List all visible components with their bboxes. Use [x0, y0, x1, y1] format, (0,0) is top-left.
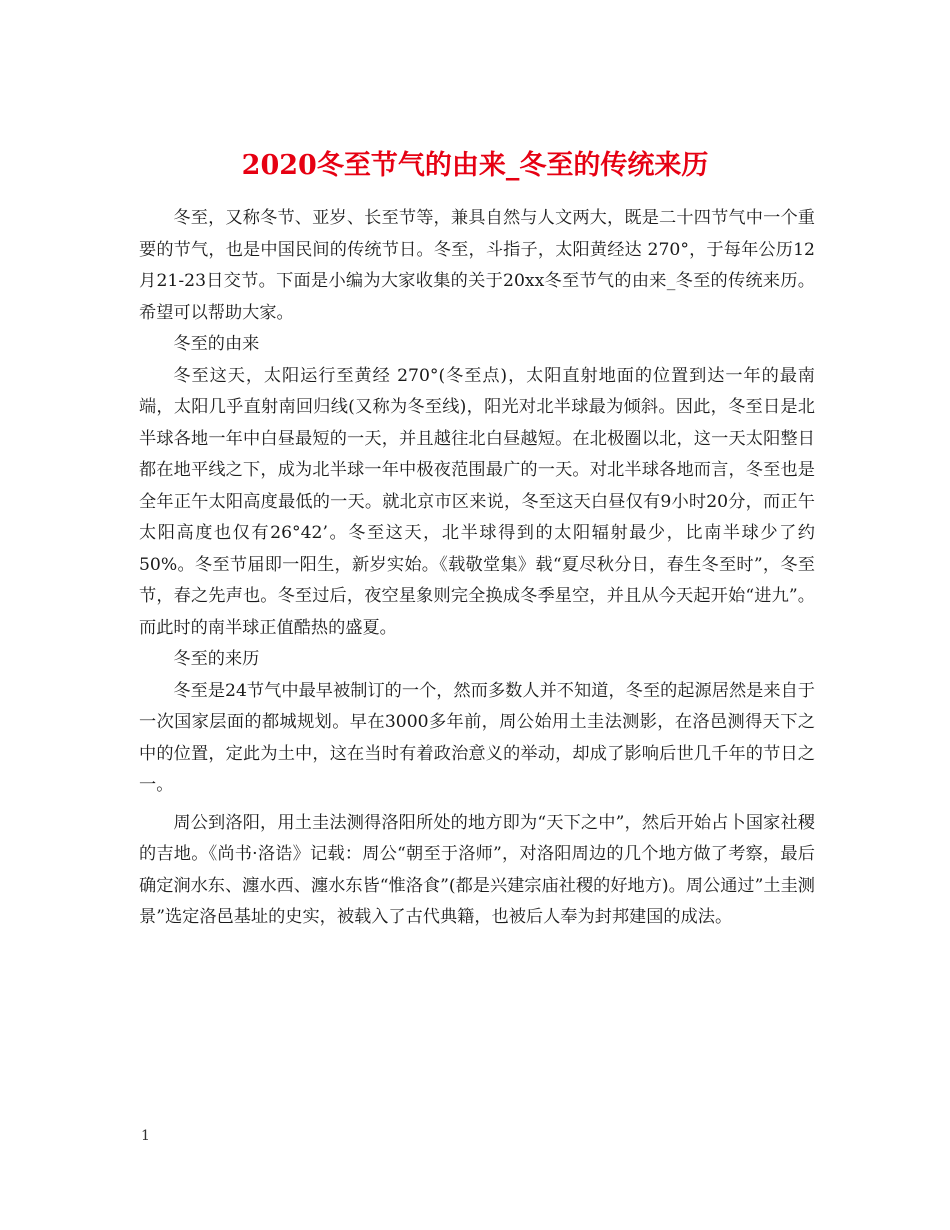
section-heading-origin: 冬至的由来 — [173, 334, 260, 354]
history-paragraph-2: 周公到洛阳，用土圭法测得洛阳所处的地方即为“天下之中”，然后开始占卜国家社稷的吉地。《尚书·洛诰》记载：周公“朝至于洛师”，对洛阳周边的几个地方做了考察，最后确定涧水东、瀍水西、瀍水东皆“惟洛食”(都是兴建宗庙社稷的好地方)。周公通过”土圭测景”选定洛邑基址的史实，被载入了古代典籍，也被后人奉为封邦建国的成法。 — [139, 812, 815, 927]
history-paragraph-1: 冬至是24节气中最早被制订的一个，然而多数人并不知道，冬至的起源居然是来自于一次国家层面的都城规划。早在3000多年前，周公始用土圭法测影，在洛邑测得天下之中的位置，定此为土中，这在当时有着政治意义的举动，却成了影响后世几千年的节日之一。 — [139, 680, 815, 795]
origin-paragraph: 冬至这天，太阳运行至黄经 270°(冬至点)，太阳直射地面的位置到达一年的最南端，太阳几乎直射南回归线(又称为冬至线)，阳光对北半球最为倾斜。因此，冬至日是北半球各地一年中白昼最短的一天，并且越往北白昼越短。在北极圈以北，这一天太阳整日都在地平线之下，成为北半球一年中极夜范围最广的一天。对北半球各地而言，冬至也是全年正午太阳高度最低的一天。就北京市区来说，冬至这天白昼仅有9小时20分，而正午太阳高度也仅有26°42’。冬至这天，北半球得到的太阳辐射最少，比南半球少了约50%。冬至节届即一阳生，新岁实始。《载敬堂集》载“夏尽秋分日，春生冬至时”，冬至节，春之先声也。冬至过后，夜空星象则完全换成冬季星空，并且从今天起开始“进九”。而此时的南半球正值酷热的盛夏。 — [139, 365, 815, 638]
document-body — [139, 203, 815, 934]
document-title: 2020冬至节气的由来_冬至的传统来历 — [241, 150, 709, 182]
section-heading-history: 冬至的来历 — [173, 649, 260, 669]
intro-paragraph: 冬至，又称冬节、亚岁、长至节等，兼具自然与人文两大，既是二十四节气中一个重要的节气，也是中国民间的传统节日。冬至，斗指子，太阳黄经达 270°，于每年公历12月21-23日交节。下面是小编为大家收集的关于20xx冬至节气的由来_冬至的传统来历。希望可以帮助大家。 — [139, 208, 815, 323]
page-number: 1 — [141, 1128, 150, 1144]
